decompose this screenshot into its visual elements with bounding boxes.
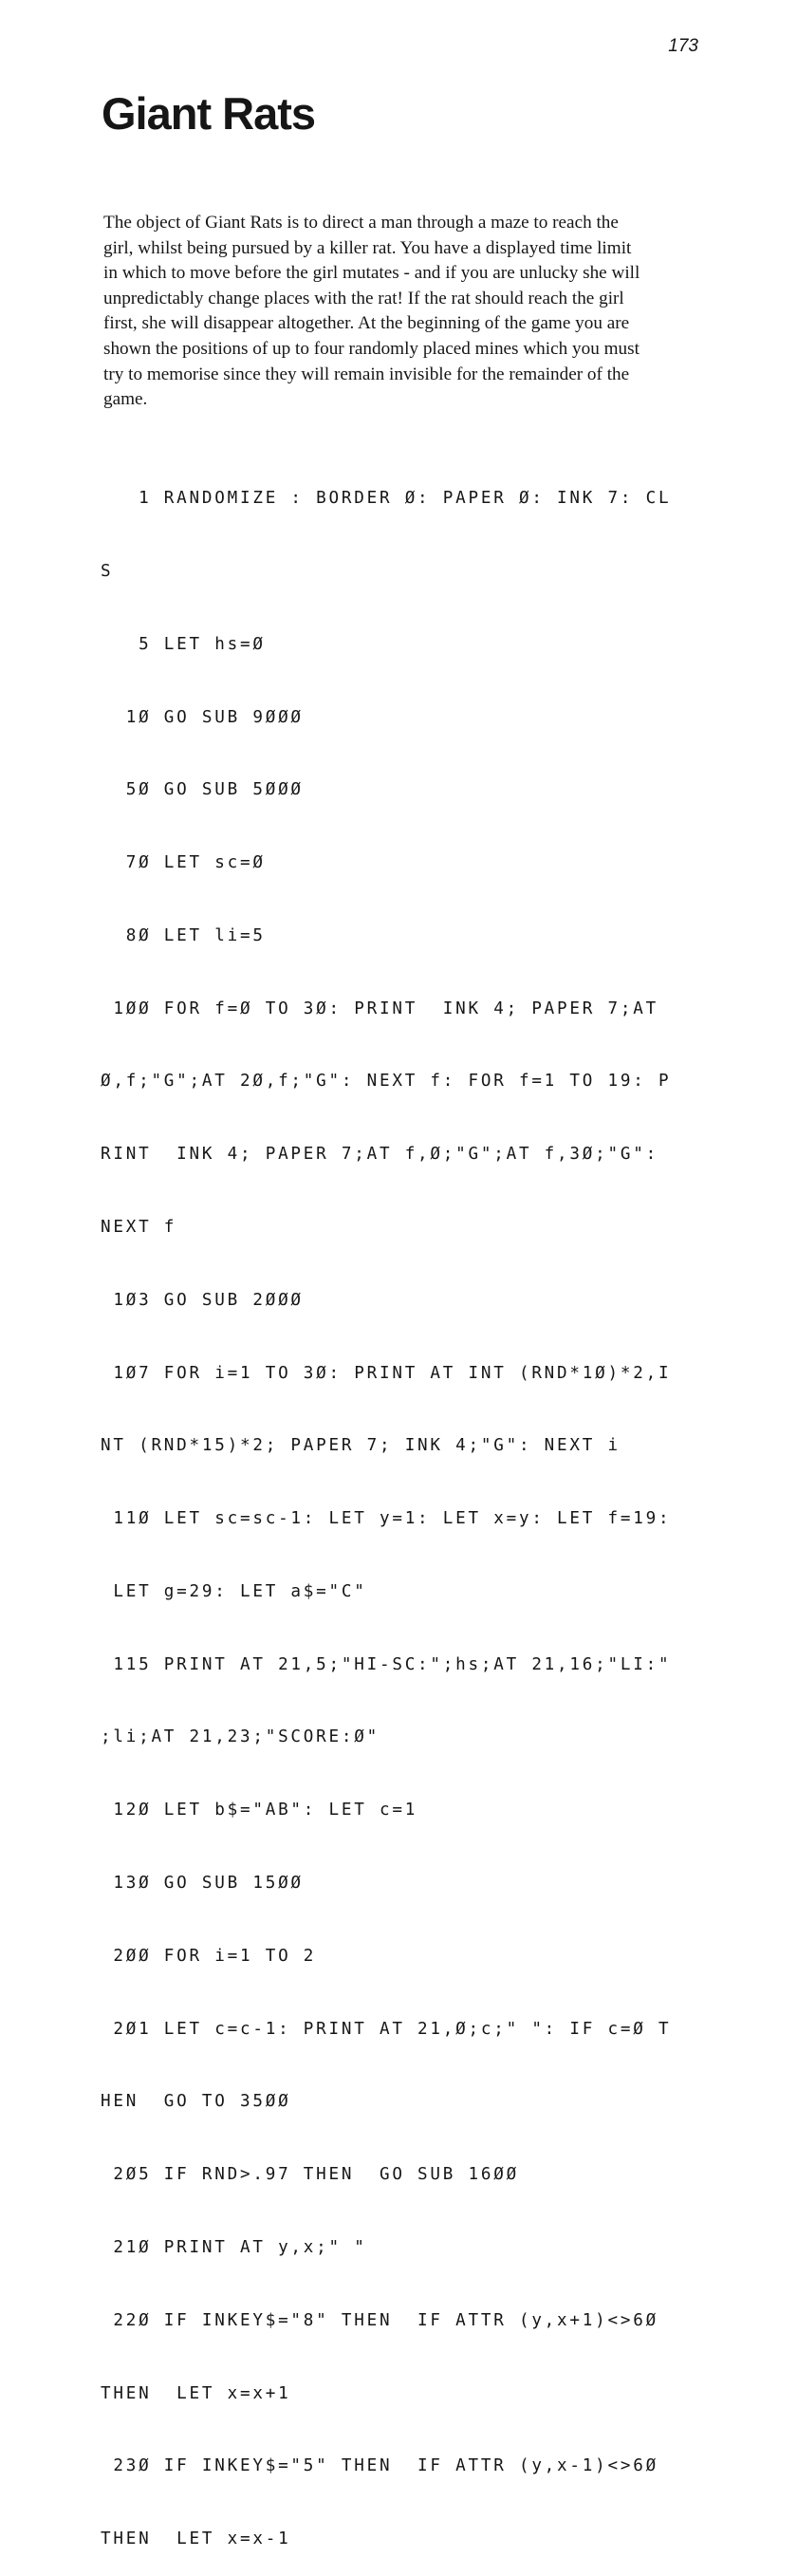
code-line: 7Ø LET sc=Ø	[101, 853, 266, 873]
code-line: 21Ø PRINT AT y,x;" "	[101, 2237, 367, 2257]
code-line: 2Ø5 IF RND>.97 THEN GO SUB 16ØØ	[101, 2165, 519, 2185]
code-line: THEN LET x=x-1	[101, 2529, 291, 2549]
code-line: 2Ø1 LET c=c-1: PRINT AT 21,Ø;c;" ": IF c=Ø T	[101, 2019, 672, 2039]
code-line: THEN LET x=x+1	[101, 2383, 291, 2403]
intro-line: first, she will disappear altogether. At the beginning of the game you are	[103, 313, 630, 334]
code-line: NEXT f	[101, 1218, 177, 1237]
code-line: 11Ø LET sc=sc-1: LET y=1: LET x=y: LET f=19:	[101, 1509, 672, 1529]
code-line: ;li;AT 21,23;"SCORE:Ø"	[101, 1727, 380, 1747]
intro-paragraph	[103, 211, 711, 413]
page-number: 173	[668, 36, 698, 56]
code-line: 1ØØ FOR f=Ø TO 3Ø: PRINT INK 4; PAPER 7;AT	[101, 999, 658, 1018]
code-line: 1 RANDOMIZE : BORDER Ø: PAPER Ø: INK 7: CL	[101, 489, 672, 509]
intro-line: try to memorise since they will remain invisible for the remainder of the	[103, 364, 630, 384]
code-line: 8Ø LET li=5	[101, 925, 266, 945]
code-line: LET g=29: LET a$="C"	[101, 1581, 367, 1601]
code-line: 1Ø GO SUB 9ØØØ	[101, 707, 304, 727]
intro-line: The object of Giant Rats is to direct a man through a maze to reach the	[103, 213, 619, 233]
code-line: 2ØØ FOR i=1 TO 2	[101, 1946, 317, 1966]
code-line: 5Ø GO SUB 5ØØØ	[101, 780, 304, 800]
intro-line: game.	[103, 389, 148, 410]
code-line: S	[101, 561, 114, 581]
code-line: NT (RND*15)*2; PAPER 7; INK 4;"G": NEXT i	[101, 1436, 621, 1456]
code-line: 12Ø LET b$="AB": LET c=1	[101, 1801, 418, 1820]
code-line: RINT INK 4; PAPER 7;AT f,Ø;"G";AT f,3Ø;"G":	[101, 1145, 658, 1165]
code-line: Ø,f;"G";AT 2Ø,f;"G": NEXT f: FOR f=1 TO 19: P	[101, 1072, 672, 1092]
intro-line: in which to move before the girl mutates - and if you are unlucky she will	[103, 263, 640, 284]
code-line: 1Ø3 GO SUB 2ØØØ	[101, 1290, 304, 1310]
code-line: 13Ø GO SUB 15ØØ	[101, 1874, 304, 1894]
code-line: HEN GO TO 35ØØ	[101, 2092, 291, 2112]
intro-line: shown the positions of up to four randomly placed mines which you must	[103, 338, 639, 359]
code-line: 1Ø7 FOR i=1 TO 3Ø: PRINT AT INT (RND*1Ø)*2,I	[101, 1363, 672, 1383]
code-line: 115 PRINT AT 21,5;"HI-SC:";hs;AT 21,16;"LI:"	[101, 1654, 672, 1674]
code-line: 23Ø IF INKEY$="5" THEN IF ATTR (y,x-1)<>6Ø	[101, 2456, 658, 2476]
basic-program-listing	[101, 439, 727, 2576]
chapter-title: Giant Rats	[102, 88, 316, 139]
intro-line: unpredictably change places with the rat! If the rat should reach the girl	[103, 288, 624, 308]
code-line: 22Ø IF INKEY$="8" THEN IF ATTR (y,x+1)<>6Ø	[101, 2310, 658, 2330]
code-line: 5 LET hs=Ø	[101, 634, 266, 654]
intro-line: girl, whilst being pursued by a killer rat. You have a displayed time limit	[103, 237, 632, 258]
